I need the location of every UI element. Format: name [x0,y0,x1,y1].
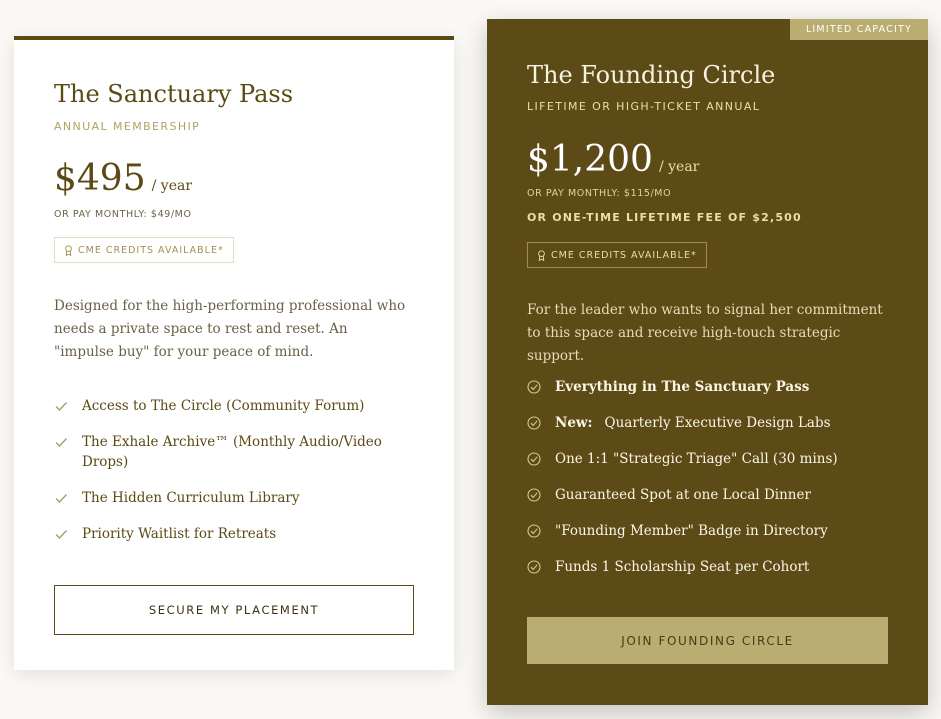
sanctuary-price: $495 [54,158,146,199]
check-circle-icon [527,416,541,430]
founding-subtitle: LIFETIME OR HIGH-TICKET ANNUAL [527,100,761,113]
award-icon [64,245,73,256]
sanctuary-feature-text: The Exhale Archive™ (Monthly Audio/Video Drops) [82,434,382,470]
founding-lifetime-fee: OR ONE-TIME LIFETIME FEE OF $2,500 [527,211,802,224]
sanctuary-description: Designed for the high-performing professional who needs a private space to rest and reset. An "impulse buy" for your peace of mind. [54,298,406,360]
sanctuary-feature-text: The Hidden Curriculum Library [82,490,300,506]
founding-cme-label: CME CREDITS AVAILABLE* [551,249,697,261]
check-icon [54,527,68,541]
sanctuary-period: / year [151,178,193,194]
sanctuary-feature [54,432,382,472]
award-icon [537,250,546,261]
sanctuary-monthly-price: OR PAY MONTHLY: $49/MO [54,209,192,220]
founding-feature-text: "Founding Member" Badge in Directory [555,523,828,539]
sanctuary-feature [54,524,382,544]
founding-feature [527,557,895,577]
check-circle-icon [527,488,541,502]
founding-description: For the leader who wants to signal her commitment to this space and receive high-touch strategic support. [527,302,883,364]
founding-feature [527,521,895,541]
check-icon [54,435,68,449]
sanctuary-feature [54,396,382,416]
sanctuary-subtitle: ANNUAL MEMBERSHIP [54,120,201,133]
sanctuary-price-row [54,158,192,199]
sanctuary-cme-label: CME CREDITS AVAILABLE* [78,244,224,256]
new-label: New: [555,415,593,431]
check-circle-icon [527,452,541,466]
sanctuary-feature-text: Access to The Circle (Community Forum) [82,398,365,414]
check-circle-icon [527,380,541,394]
sanctuary-title: The Sanctuary Pass [54,80,294,108]
sanctuary-feature [54,488,382,508]
founding-feature-new-text: Quarterly Executive Design Labs [604,415,831,431]
founding-title: The Founding Circle [527,61,776,89]
join-founding-circle-button[interactable]: JOIN FOUNDING CIRCLE [527,617,888,664]
founding-price: $1,200 [527,139,653,180]
founding-price-row [527,139,699,180]
check-circle-icon [527,560,541,574]
founding-feature [527,413,895,433]
founding-feature-text [555,413,895,433]
founding-feature-text: Guaranteed Spot at one Local Dinner [555,487,811,503]
sanctuary-cme-badge [54,237,234,263]
check-circle-icon [527,524,541,538]
sanctuary-feature-text: Priority Waitlist for Retreats [82,526,277,542]
founding-monthly-price: OR PAY MONTHLY: $115/MO [527,188,672,199]
check-icon [54,491,68,505]
sanctuary-pass-card [14,36,454,670]
founding-cme-badge [527,242,707,268]
founding-feature-text: Everything in The Sanctuary Pass [555,379,810,395]
founding-period: / year [658,159,700,175]
founding-feature-text: One 1:1 "Strategic Triage" Call (30 mins) [555,451,838,467]
founding-feature-text: Funds 1 Scholarship Seat per Cohort [555,559,810,575]
founding-circle-card [487,19,928,705]
secure-placement-button[interactable]: SECURE MY PLACEMENT [54,585,414,635]
founding-feature [527,485,895,505]
limited-capacity-badge: LIMITED CAPACITY [790,19,928,40]
check-icon [54,399,68,413]
founding-feature [527,377,895,397]
founding-feature [527,449,895,469]
